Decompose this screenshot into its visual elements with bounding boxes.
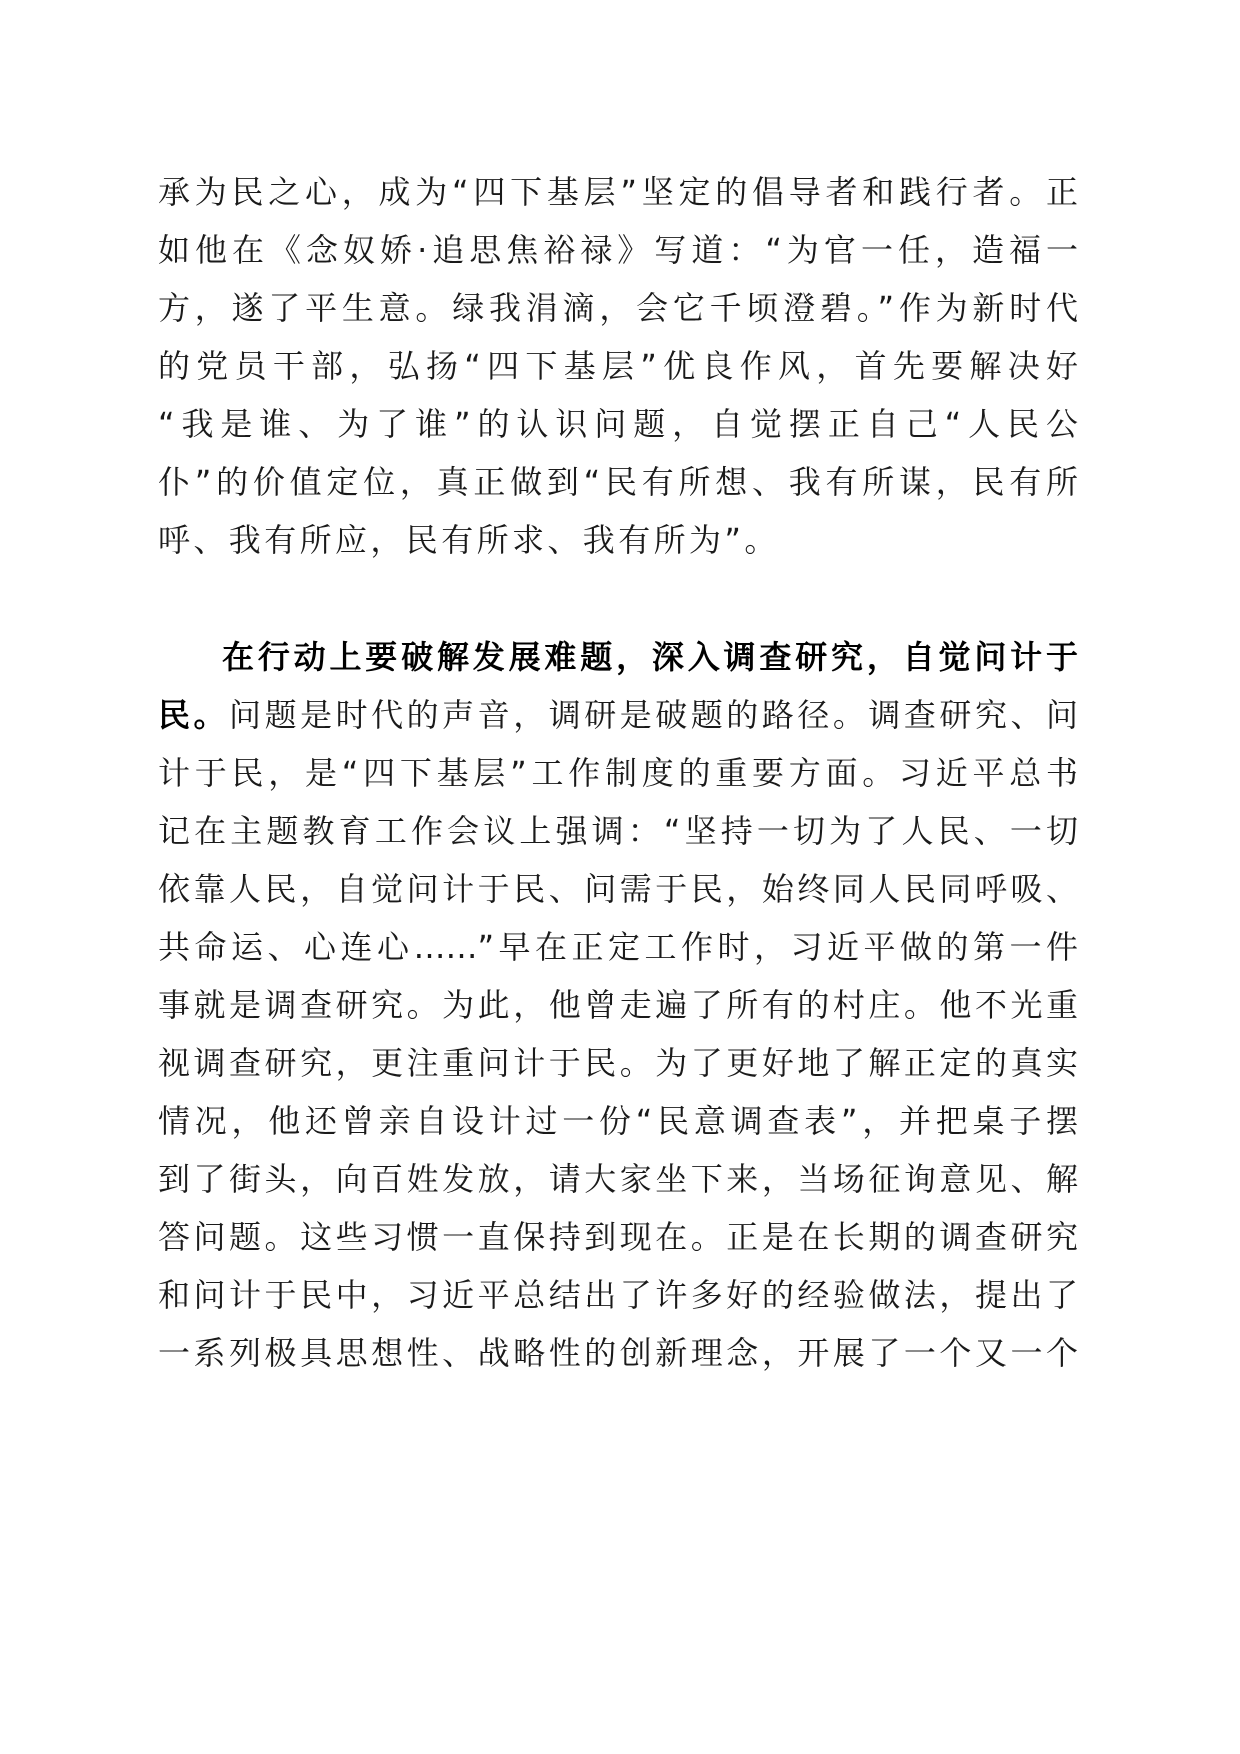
paragraph-2-line: 到了街头，向百姓发放，请大家坐下来，当场征询意见、解 [158,1160,1078,1198]
paragraph-2-line: 答问题。这些习惯一直保持到现在。正是在长期的调查研究 [158,1218,1078,1256]
paragraph-2-line: 记在主题教育工作会议上强调：“坚持一切为了人民、一切 [158,812,1078,850]
paragraph-2-text: 问题是时代的声音，调研是破题的路径。调查研究、问 [229,696,1078,734]
paragraph-2-line: 情况，他还曾亲自设计过一份“民意调查表”，并把桌子摆 [158,1102,1078,1140]
paragraph-1-line: 的党员干部，弘扬“四下基层”优良作风，首先要解决好 [158,347,1078,385]
paragraph-2-heading-end: 民。 [158,696,230,734]
paragraph-2-heading: 在行动上要破解发展难题，深入调查研究，自觉问计于 [222,638,1078,676]
paragraph-1-line: 呼、我有所应，民有所求、我有所为”。 [158,521,780,559]
paragraph-2-line: 计于民，是“四下基层”工作制度的重要方面。习近平总书 [158,754,1078,792]
paragraph-1-line: 如他在《念奴娇·追思焦裕禄》写道：“为官一任，造福一 [158,231,1078,269]
paragraph-2-line: 一系列极具思想性、战略性的创新理念，开展了一个又一个 [158,1334,1078,1372]
paragraph-2-line: 依靠人民，自觉问计于民、问需于民，始终同人民同呼吸、 [158,870,1078,908]
paragraph-2-line: 共命运、心连心……”早在正定工作时，习近平做的第一件 [158,928,1078,966]
paragraph-1-line: 仆”的价值定位，真正做到“民有所想、我有所谋，民有所 [158,463,1078,501]
paragraph-1-line: 承为民之心，成为“四下基层”坚定的倡导者和践行者。正 [158,173,1078,211]
paragraph-2-line: 和问计于民中，习近平总结出了许多好的经验做法，提出了 [158,1276,1078,1314]
paragraph-2-line: 视调查研究，更注重问计于民。为了更好地了解正定的真实 [158,1044,1078,1082]
paragraph-1-line: “我是谁、为了谁”的认识问题，自觉摆正自己“人民公 [158,405,1078,443]
paragraph-2-line [158,686,1078,744]
paragraph-2-line: 事就是调查研究。为此，他曾走遍了所有的村庄。他不光重 [158,986,1078,1024]
paragraph-1-line: 方，遂了平生意。绿我涓滴，会它千顷澄碧。”作为新时代 [158,289,1078,327]
